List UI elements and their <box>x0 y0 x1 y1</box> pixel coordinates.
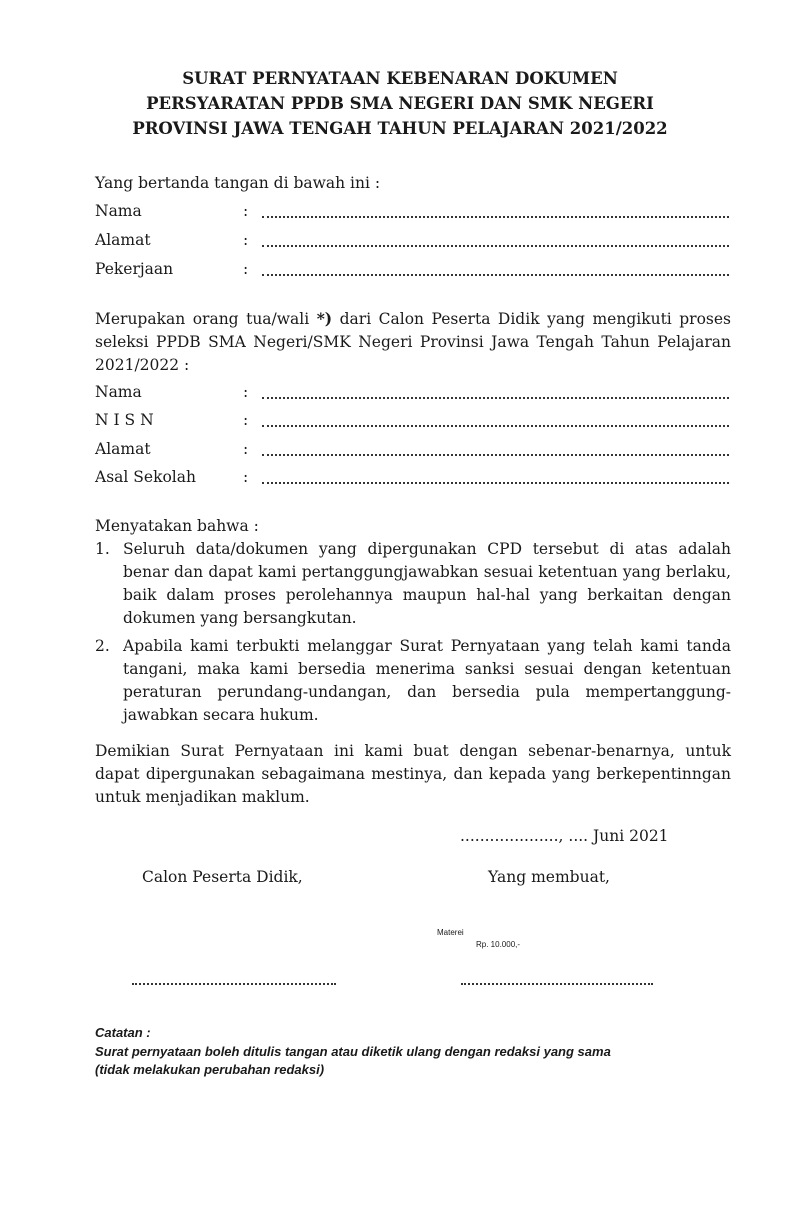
intro-text: Yang bertanda tangan di bawah ini : <box>95 174 381 192</box>
fill-in-line <box>262 216 729 218</box>
declare-heading: Menyatakan bahwa : <box>95 517 259 535</box>
statement-paragraph <box>95 307 731 377</box>
stamp-value: Rp. 10.000,- <box>476 940 521 949</box>
fill-in-line <box>262 454 729 456</box>
fill-in-line <box>262 482 729 484</box>
statement-before: Merupakan orang tua/wali <box>95 310 317 328</box>
note-line-1: Surat pernyataan boleh ditulis tangan atau diketik ulang dengan redaksi yang sama <box>95 1044 611 1059</box>
declaration-item: Apabila kami terbukti melanggar Surat Pernyataan yang telah kami tanda tangani, maka kami bersedia menerima sanksi sesuai dengan ketentuan peraturan perundang-undangan, dan bersedia pula mempertanggung-jawabkan secara hukum. <box>123 637 731 724</box>
date-line: ...................., .... Juni 2021 <box>460 827 669 845</box>
field-colon: : <box>243 202 249 220</box>
maker-signature-label: Yang membuat, <box>488 868 610 886</box>
parent-name-field <box>95 200 735 222</box>
field-label: Pekerjaan <box>95 260 174 278</box>
field-label: N I S N <box>95 411 154 429</box>
field-label: Nama <box>95 383 142 401</box>
field-label: Alamat <box>95 231 151 249</box>
title-line-2: PERSYARATAN PPDB SMA NEGERI DAN SMK NEGERI <box>146 94 654 113</box>
declaration-item: Seluruh data/dokumen yang dipergunakan CPD tersebut di atas adalah benar dan dapat kami pertanggungjawabkan sesuai ketentuan yang berlaku, baik dalam proses perolehannya maupun hal-hal yang berkaitan dengan dokumen yang bersangkutan. <box>123 540 731 627</box>
field-label: Nama <box>95 202 142 220</box>
parent-job-field <box>95 258 735 280</box>
student-address-field <box>95 438 735 460</box>
field-colon: : <box>243 231 249 249</box>
stamp-label: Materei <box>437 928 464 937</box>
declaration-number: 2. <box>95 637 110 655</box>
field-label: Alamat <box>95 440 151 458</box>
statement-after: dari Calon Peserta Didik yang mengikuti proses seleksi PPDB SMA Negeri/SMK Negeri Provinsi Jawa Tengah Tahun Pelajaran 2021/2022 : <box>95 310 732 374</box>
note-heading: Catatan : <box>95 1025 151 1040</box>
fill-in-line <box>262 274 729 276</box>
field-colon: : <box>243 411 249 429</box>
maker-signature-line <box>461 983 653 985</box>
field-label: Asal Sekolah <box>95 468 196 486</box>
field-colon: : <box>243 383 249 401</box>
fill-in-line <box>262 245 729 247</box>
declaration-number: 1. <box>95 540 110 558</box>
field-colon: : <box>243 440 249 458</box>
title-line-1: SURAT PERNYATAAN KEBENARAN DOKUMEN <box>182 69 618 88</box>
fill-in-line <box>262 425 729 427</box>
student-school-field <box>95 466 735 488</box>
title-line-3: PROVINSI JAWA TENGAH TAHUN PELAJARAN 2021/2022 <box>132 119 668 138</box>
field-colon: : <box>243 468 249 486</box>
student-signature-label: Calon Peserta Didik, <box>142 868 303 886</box>
student-name-field <box>95 381 735 403</box>
student-nisn-field <box>95 409 735 431</box>
closing-paragraph: Demikian Surat Pernyataan ini kami buat dengan sebenar-benarnya, untuk dapat dipergunakan sebagaimana mestinya, dan kepada yang berkepentinngan untuk menjadikan maklum. <box>95 742 731 806</box>
field-colon: : <box>243 260 249 278</box>
fill-in-line <box>262 397 729 399</box>
document-title <box>0 66 800 141</box>
note-line-2: (tidak melakukan perubahan redaksi) <box>95 1062 325 1077</box>
parent-address-field <box>95 229 735 251</box>
student-signature-line <box>132 983 336 985</box>
statement-marker: *) <box>316 309 333 328</box>
